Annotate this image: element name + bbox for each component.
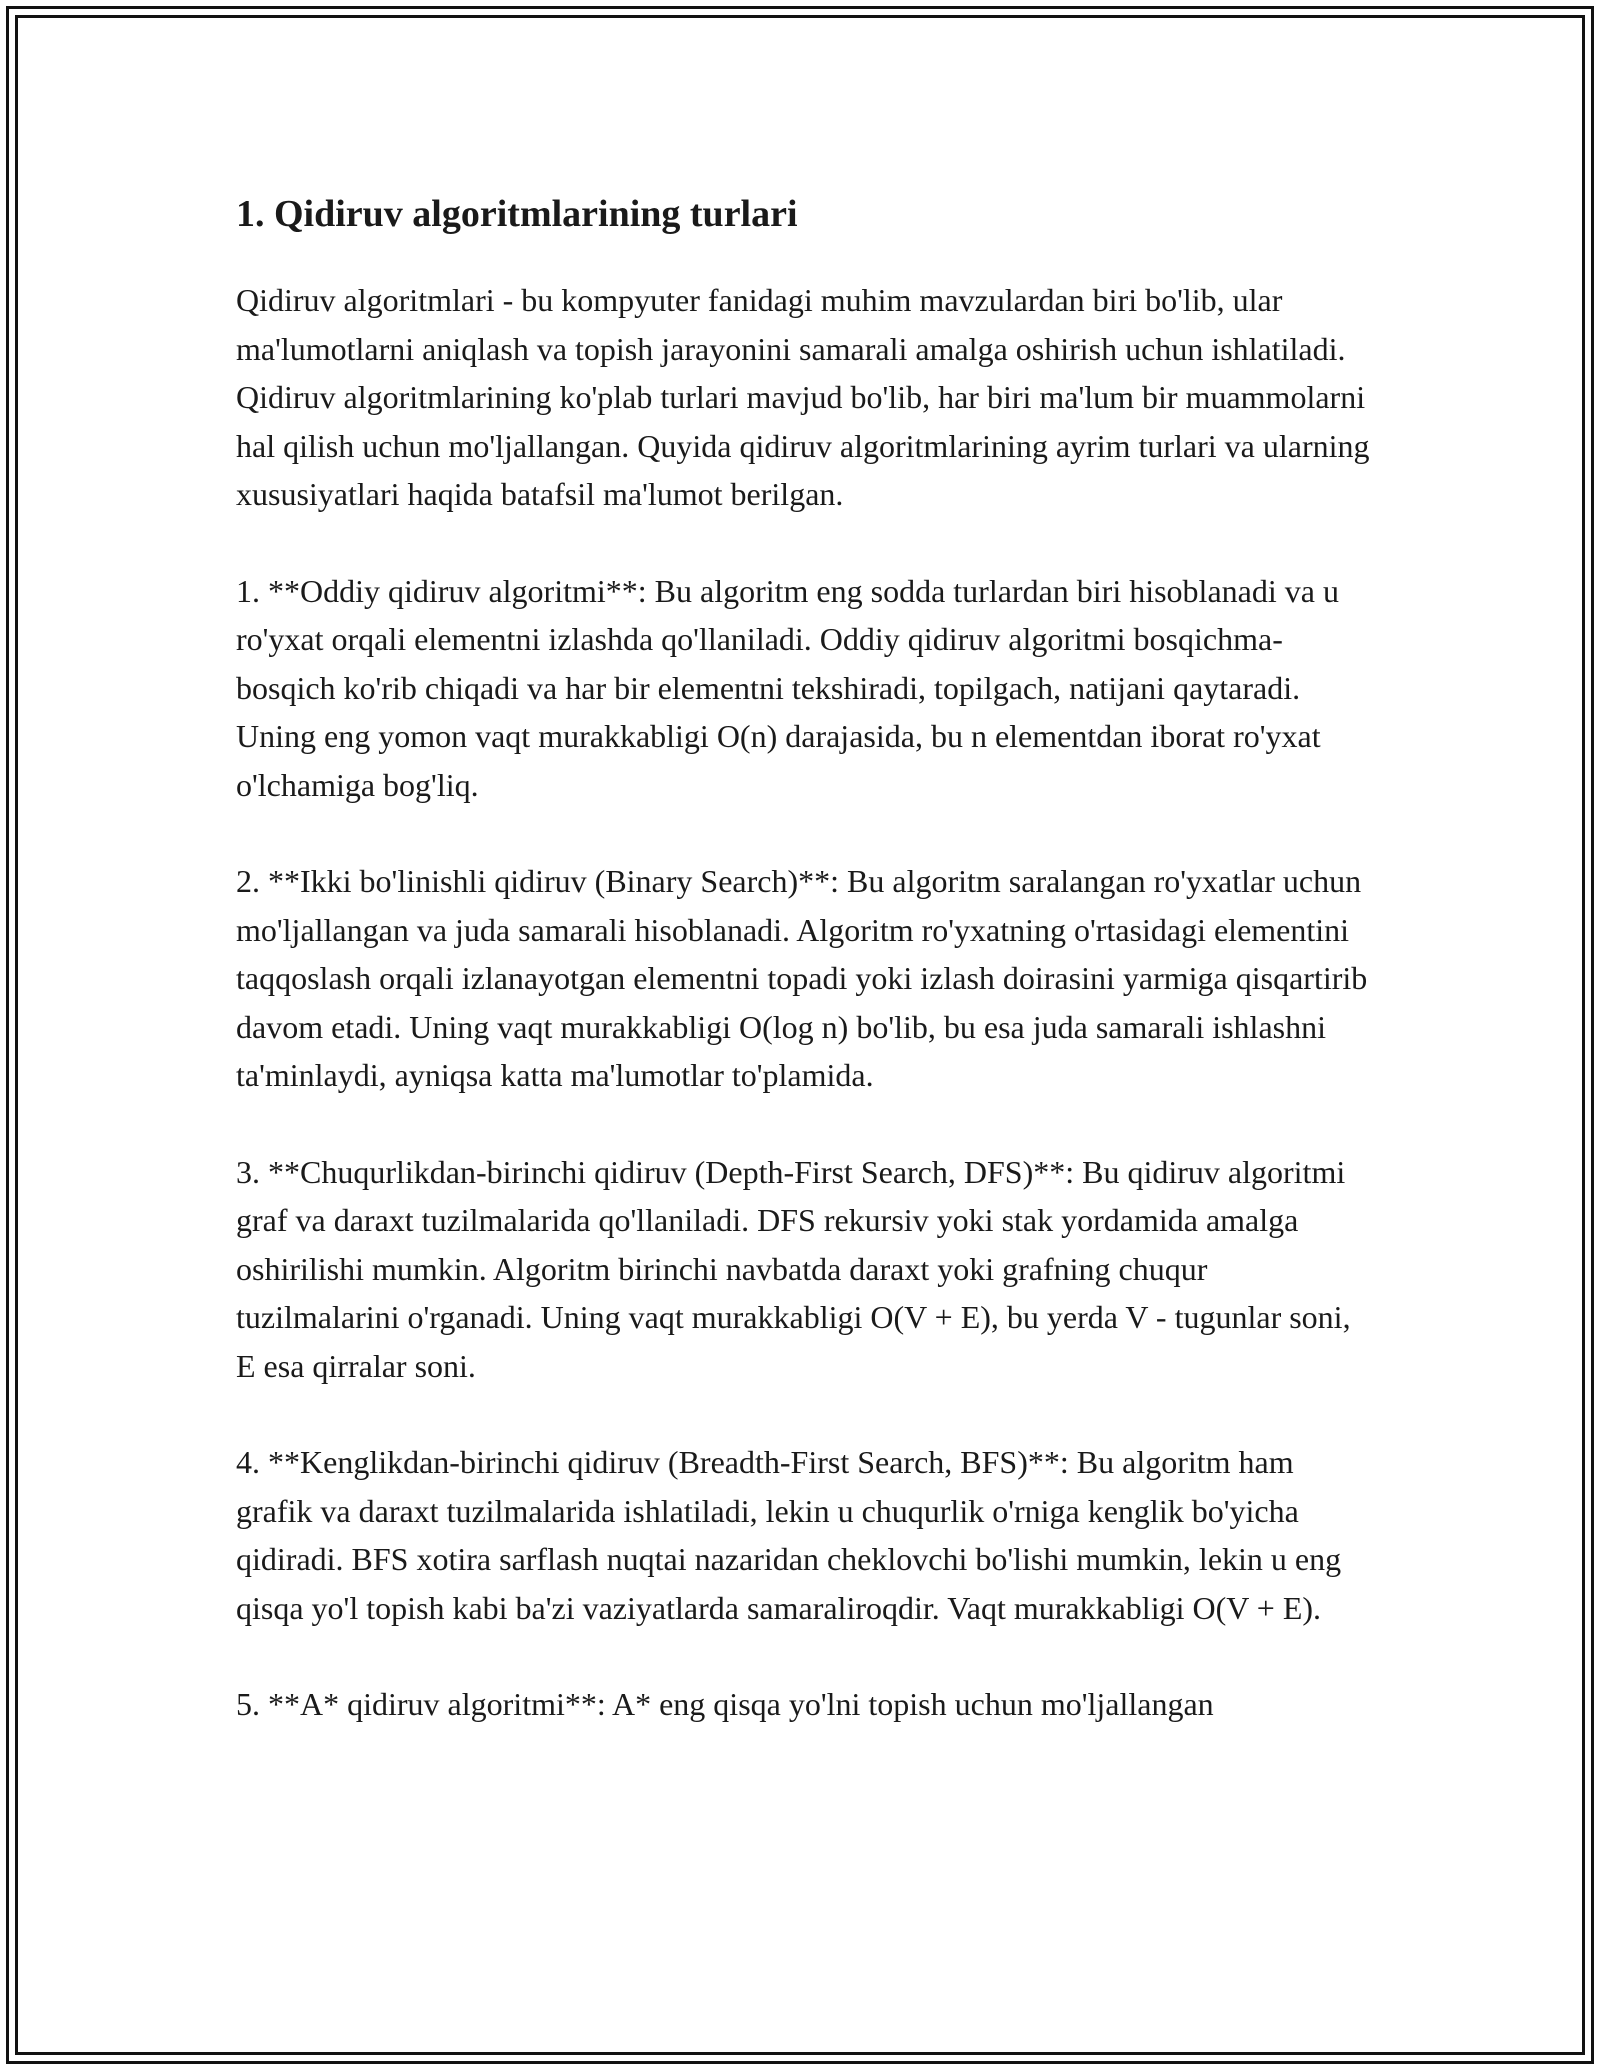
document-body — [236, 188, 1376, 1777]
paragraph-binary-search: 2. **Ikki bo'linishli qidiruv (Binary Search)**: Bu algoritm saralangan ro'yxatlar uchun mo'ljallangan va juda samarali hisoblanadi. Algoritm ro'yxatning o'rtasidagi elementini taqqoslash orqali izlanayotgan elementni topadi yoki izlash doirasini yarmiga qisqartirib davom etadi. Uning vaqt murakkabligi O(log n) bo'lib, bu esa juda samarali ishlashni ta'minlaydi, ayniqsa katta ma'lumotlar to'plamida. — [236, 863, 1368, 1093]
paragraph-dfs: 3. **Chuqurlikdan-birinchi qidiruv (Depth-First Search, DFS)**: Bu qidiruv algoritmi graf va daraxt tuzilmalarida qo'llaniladi. DFS rekursiv yoki stak yordamida amalga oshirilishi mumkin. Algoritm birinchi navbatda daraxt yoki grafning chuqur tuzilmalarini o'rganadi. Uning vaqt murakkabligi O(V + E), bu yerda V - tugunlar soni, E esa qirralar soni. — [236, 1153, 1351, 1384]
paragraph-linear-search: 1. **Oddiy qidiruv algoritmi**: Bu algoritm eng sodda turlardan biri hisoblanadi va u ro'yxat orqali elementni izlashda qo'llaniladi. Oddiy qidiruv algoritmi bosqichma-bosqich ko'rib chiqadi va har bir elementni tekshiradi, topilgach, natijani qaytaradi. Uning eng yomon vaqt murakkabligi O(n) darajasida, bu n elementdan iborat ro'yxat o'lchamiga bog'liq. — [236, 572, 1339, 803]
page-title: 1. Qidiruv algoritmlarining turlari — [236, 193, 798, 235]
intro-paragraph: Qidiruv algoritmlari - bu kompyuter fanidagi muhim mavzulardan biri bo'lib, ular ma'lumotlarni aniqlash va topish jarayonini samarali amalga oshirish uchun ishlatiladi. Qidiruv algoritmlarining ko'plab turlari mavjud bo'lib, har biri ma'lum bir muammolarni hal qilish uchun mo'ljallangan. Quyida qidiruv algoritmlarining ayrim turlari va ularning xususiyatlari haqida batafsil ma'lumot berilgan. — [236, 282, 1370, 512]
paragraph-a-star: 5. **A* qidiruv algoritmi**: A* eng qisqa yo'lni topish uchun mo'ljallangan — [236, 1686, 1214, 1722]
paragraph-bfs: 4. **Kenglikdan-birinchi qidiruv (Breadth-First Search, BFS)**: Bu algoritm ham grafik va daraxt tuzilmalarida ishlatiladi, lekin u chuqurlik o'rniga kenglik bo'yicha qidiradi. BFS xotira sarflash nuqtai nazaridan cheklovchi bo'lishi mumkin, lekin u eng qisqa yo'l topish kabi ba'zi vaziyatlarda samaraliroqdir. Vaqt murakkabligi O(V + E). — [236, 1444, 1342, 1626]
